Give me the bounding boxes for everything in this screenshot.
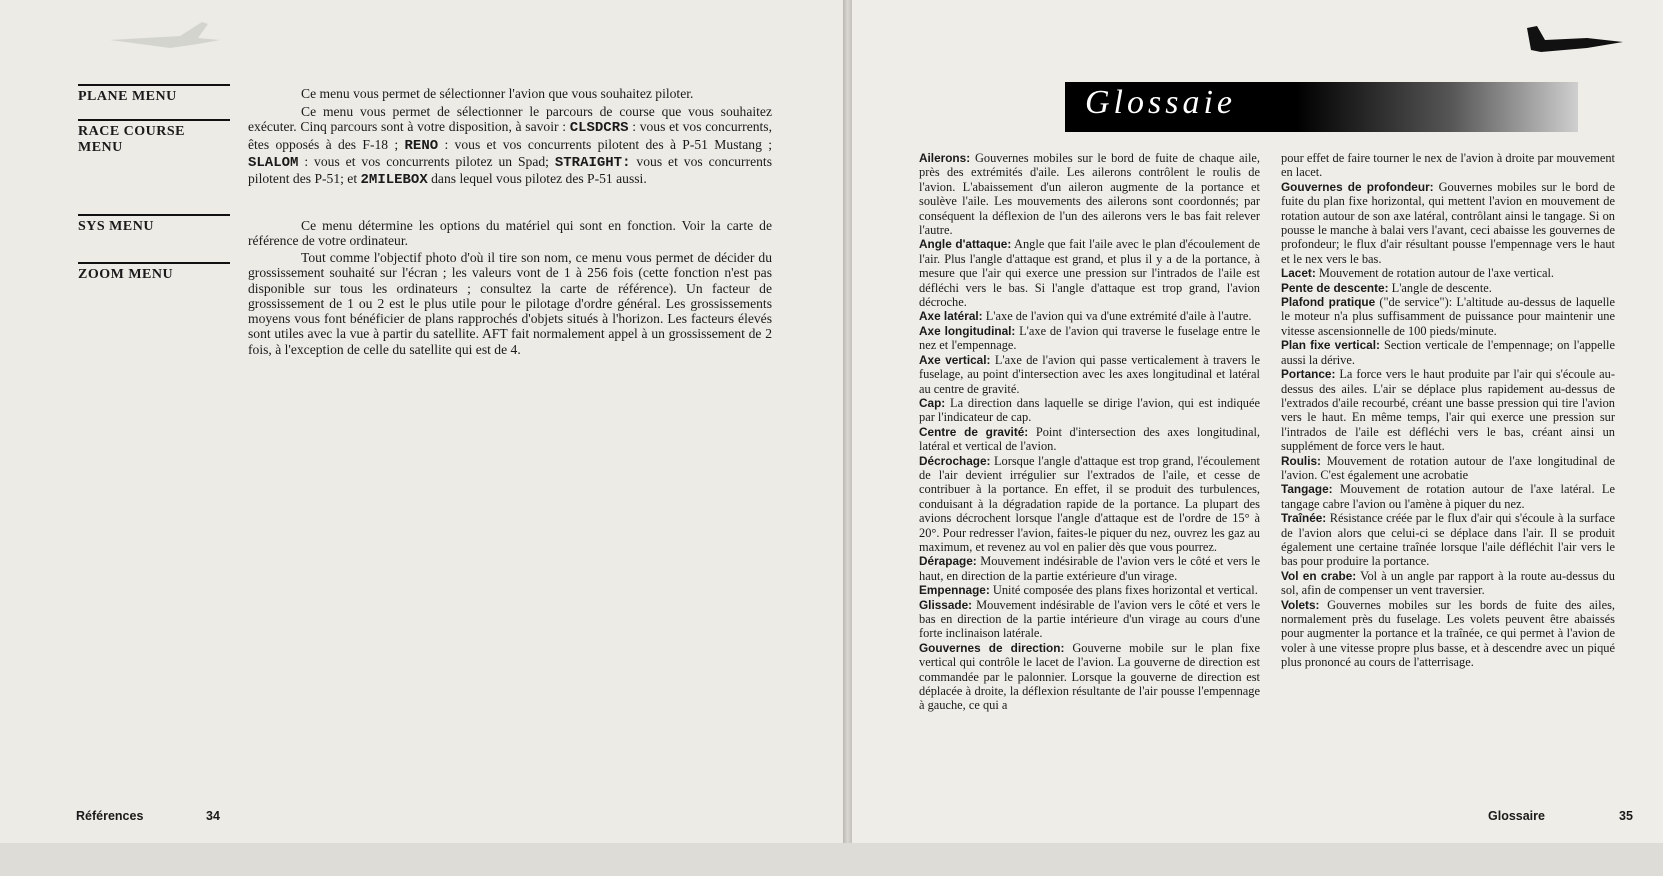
sys-menu-text: Ce menu détermine les options du matériel qui sont en fonction. Voir la carte de référence de votre ordinateur. — [248, 218, 772, 249]
glossary-term: Angle d'attaque: — [919, 237, 1012, 252]
glossary-entry — [919, 396, 1260, 425]
glossary-definition: Mouvement de rotation autour de l'axe latéral. Le tangage cabre l'avion ou l'amène à piquer du nez. — [1281, 482, 1615, 511]
footer-left-label: Références — [76, 809, 144, 823]
glossary-definition: La force vers le haut produite par l'air qui s'écoule au-dessus des ailes. L'air se déplace plus rapidement au-dessus de l'extrados d'aile recourbé, créant une basse pression qui tire l'avion vers le haut. En même temps, l'air qui exerce une pression sur l'intrados de l'aile est défléchi vers le bas, créant ainsi un supplément de force vers le haut. — [1281, 367, 1615, 454]
footer-right-label: Glossaire — [1488, 809, 1545, 823]
glossary-title: Glossaie — [1085, 84, 1236, 121]
glossary-column-2 — [1281, 151, 1615, 670]
glossary-entry — [919, 598, 1260, 641]
footer-right-page-number: 35 — [1619, 809, 1633, 823]
footer-left-page-number: 34 — [206, 809, 220, 823]
keyword-slalom: SLALOM — [248, 154, 299, 171]
glossary-term: Décrochage: — [919, 453, 991, 468]
glossary-definition: ("de service"): L'altitude au-dessus de laquelle le moteur n'a plus suffisamment de puissance pour maintenir une vitesse ascensionnelle de 100 pieds/minute. — [1281, 295, 1615, 338]
glossary-entry — [919, 583, 1260, 597]
glossary-definition: Gouvernes mobiles sur le bord de fuite du plan fixe horizontal, qui mettent l'avion en mouvement de rotation autour de son axe latéral, contrôlant ainsi le tangage. Si on pousse le manche à balai vers l'avant, ceci abaisse les gouvernes de profondeur; le flux d'air résultant pousse l'empennage vers le haut et le nex vers le bas. — [1281, 179, 1615, 266]
glossary-definition: L'axe de l'avion qui va d'une extrémité d'aile à l'autre. — [982, 309, 1252, 324]
bottom-edge — [0, 843, 1663, 876]
glossary-definition: Gouvernes mobiles sur le bord de fuite de chaque aile, près des extrémités d'aile. Les ailerons contrôlent le roulis de l'avion. L'abaissement d'un aileron augmente de la portance et soulève l'aile. Les mouvements des ailerons sont coordonnés; par conséquent la déflexion de l'un des ailerons vers le bas fait relever l'autre. — [919, 151, 1260, 238]
glossary-entry — [919, 425, 1260, 454]
sys-menu-title: SYS MENU — [78, 219, 154, 234]
glossary-term: Plafond pratique — [1281, 295, 1376, 310]
glossary-entry — [919, 454, 1260, 555]
glossary-term: Dérapage: — [919, 554, 977, 569]
glossary-definition: Lorsque l'angle d'attaque est trop grand, l'écoulement de l'air devient irrégulier sur l'extrados de l'aile, et cesse de contribuer à la portance. En effet, il se produit des turbulences, conduisant à la dégradation rapide de la portance. La plupart des avions décrochent lorsque l'angle d'attaque est de l'ordre de 15° à 20°. Pour redresser l'avion, faites-le piquer du nez, ouvrez les gaz au maximum, et revenez au vol en palier dès que vous pourrez. — [919, 453, 1260, 554]
glossary-entry — [919, 309, 1260, 323]
glossary-definition: Mouvement indésirable de l'avion vers le côté et vers le bas en direction de la partie intérieure d'un virage au cours d'une forte inclinaison latérale. — [919, 597, 1260, 641]
glossary-term: Pente de descente: — [1281, 280, 1389, 295]
glossary-definition: Mouvement de rotation autour de l'axe longitudinal de l'avion. C'est également une acrobatie — [1281, 453, 1615, 482]
glossary-banner — [1065, 82, 1578, 132]
plane-menu-text: Ce menu vous permet de sélectionner l'avion que vous souhaitez piloter. — [301, 86, 694, 101]
glossary-definition: Gouverne mobile sur le plan fixe vertical qui contrôle le lacet de l'avion. La gouverne de direction est commandée par le palonnier. Lorsque la gouverne de direction est déplacée à droite, la déflexion résultante de l'air pousse l'empennage à gauche, ce qui a — [919, 640, 1260, 713]
glossary-definition: L'axe de l'avion qui traverse le fuselage entre le nez et l'empennage. — [919, 323, 1260, 353]
glossary-entry — [1281, 295, 1615, 338]
glossary-definition: Section verticale de l'empennage; on l'appelle aussi la dérive. — [1281, 338, 1615, 367]
glossary-term: Axe longitudinal: — [919, 323, 1016, 338]
keyword-2milebox: 2MILEBOX — [360, 172, 428, 189]
glossary-term: Roulis: — [1281, 453, 1321, 468]
glossary-definition: Mouvement de rotation autour de l'axe vertical. — [1315, 266, 1555, 281]
glossary-entry — [919, 151, 1260, 237]
glossary-entry — [1281, 338, 1615, 367]
glossary-entry — [1281, 569, 1615, 598]
glossary-entry — [1281, 180, 1615, 266]
glossary-definition: La direction dans laquelle se dirige l'avion, qui est indiquée par l'indicateur de cap. — [919, 395, 1260, 425]
glossary-entry — [919, 353, 1260, 396]
glossary-definition: L'angle de descente. — [1388, 280, 1492, 295]
glossary-definition: pour effet de faire tourner le nex de l'avion à droite par mouvement en lacet. — [1281, 151, 1615, 180]
glossary-term: Gouvernes de profondeur: — [1281, 179, 1434, 194]
keyword-straight: STRAIGHT: — [554, 154, 631, 171]
glossary-term: Glissade: — [919, 597, 973, 612]
glossary-term: Portance: — [1281, 367, 1336, 382]
race-course-text: Ce menu vous permet de sélectionner le parcours de course que vous souhaitez exécuter. Cinq parcours sont à votre disposition, à savoir : CLSDCRS : vous et vos concurrents, êtes opposés à des F-18 ; RENO : vous et vos concurrents pilotent des à P-51 Mustang ; SLALOM : vous et vos concurrents pilotez un Spad; STRAIGHT: vous et vos concurrents pilotent des P-51; et 2MILEBOX dans lequel vous pilotez des P-51 aussi. — [248, 104, 772, 189]
zoom-menu-heading — [78, 262, 230, 283]
glossary-definition: Vol à un angle par rapport à la route au-dessus du sol, afin de compenser un vent traversier. — [1281, 568, 1615, 598]
glossary-entry — [1281, 598, 1615, 670]
zoom-menu-text: Tout comme l'objectif photo d'où il tire son nom, ce menu vous permet de décider du grossissement souhaité sur l'écran ; les valeurs vont de 1 à 256 fois (cette fonction n'est pas disponible sur tous les ordinateurs ; consultez la carte de référence). Un facteur de grossissement de 1 ou 2 est le plus utile pour le pilotage d'ordre général. Les grossissements moyens vous font bénéficier de plans rapprochés d'objets situés à l'horizon. Les facteurs élevés sont utiles avec la vue à partir du satellite. AFT fait normalement appel à un grossissement de 2 fois, à l'exception de celle du satellite qui est de 4. — [248, 250, 772, 357]
glossary-term: Plan fixe vertical: — [1281, 338, 1380, 353]
glossary-entry — [919, 641, 1260, 713]
glossary-definition: Point d'intersection des axes longitudinal, latéral et vertical de l'avion. — [919, 424, 1260, 454]
glossary-term: Traînée: — [1281, 511, 1327, 526]
glossary-entry — [1281, 367, 1615, 453]
glossary-entry — [919, 237, 1260, 309]
glossary-term: Axe vertical: — [919, 352, 991, 367]
glossary-term: Volets: — [1281, 597, 1320, 612]
glossary-entry — [1281, 266, 1615, 280]
glossary-entry — [1281, 281, 1615, 295]
plane-silhouette-icon — [1527, 26, 1623, 56]
glossary-term: Tangage: — [1281, 482, 1333, 497]
glossary-column-1 — [919, 151, 1260, 713]
glossary-definition: L'axe de l'avion qui passe verticalement à travers le fuselage, au point d'intersection avec les axes longitudinal et latéral au centre de gravité. — [919, 352, 1260, 396]
plane-menu-title: PLANE MENU — [78, 89, 177, 104]
plane-silhouette-faint-icon — [110, 22, 220, 54]
race-course-menu-heading — [78, 119, 230, 156]
glossary-entry — [919, 554, 1260, 583]
race-course-menu-title: RACE COURSE MENU — [78, 124, 186, 155]
glossary-term: Empennage: — [919, 583, 990, 598]
glossary-definition: Angle que fait l'aile avec le plan d'écoulement de l'air. Plus l'angle d'attaque est grand, et plus il y a de la portance, à mesure que l'air qui exerce une pression sur l'intrados de l'aile est défléchi vers le bas. Si l'angle d'attaque est trop grand, l'avion décroche. — [919, 237, 1260, 310]
glossary-term: Axe latéral: — [919, 309, 983, 324]
glossary-definition: Mouvement indésirable de l'avion vers le côté et vers le haut, en direction de la partie extérieure d'un virage. — [919, 554, 1260, 583]
keyword-clsdcrs: CLSDCRS — [569, 120, 629, 137]
glossary-term: Ailerons: — [919, 151, 971, 165]
glossary-term: Gouvernes de direction: — [919, 640, 1065, 655]
glossary-entry — [1281, 511, 1615, 569]
plane-menu-heading — [78, 84, 230, 105]
glossary-definition: Résistance créée par le flux d'air qui s'écoule à la surface de l'avion alors que celui-ci se déplace dans l'air. Il se produit également une certaine traînée lorsque l'aile défléchit l'air vers le bas pour produire la portance. — [1281, 511, 1615, 569]
zoom-menu-title: ZOOM MENU — [78, 267, 174, 282]
glossary-entry — [919, 324, 1260, 353]
book-gutter — [843, 0, 852, 876]
glossary-definition: Unité composée des plans fixes horizontal et vertical. — [989, 583, 1258, 598]
sys-menu-heading — [78, 214, 230, 235]
glossary-term: Cap: — [919, 395, 946, 410]
glossary-entry — [1281, 454, 1615, 483]
glossary-definition: Gouvernes mobiles sur les bords de fuite des ailes, normalement près du fuselage. Les volets peuvent être abaissés pour augmenter la portance et la traînée, ce qui permet à l'avion de voler à une vitesse propre plus basse, et à descendre avec un piqué plus prononcé au cours de l'atterrisage. — [1281, 597, 1615, 670]
glossary-entry — [1281, 151, 1615, 180]
glossary-term: Vol en crabe: — [1281, 568, 1357, 583]
glossary-term: Centre de gravité: — [919, 424, 1029, 439]
glossary-term: Lacet: — [1281, 266, 1316, 281]
glossary-entry — [1281, 482, 1615, 511]
keyword-reno: RENO — [404, 137, 439, 154]
